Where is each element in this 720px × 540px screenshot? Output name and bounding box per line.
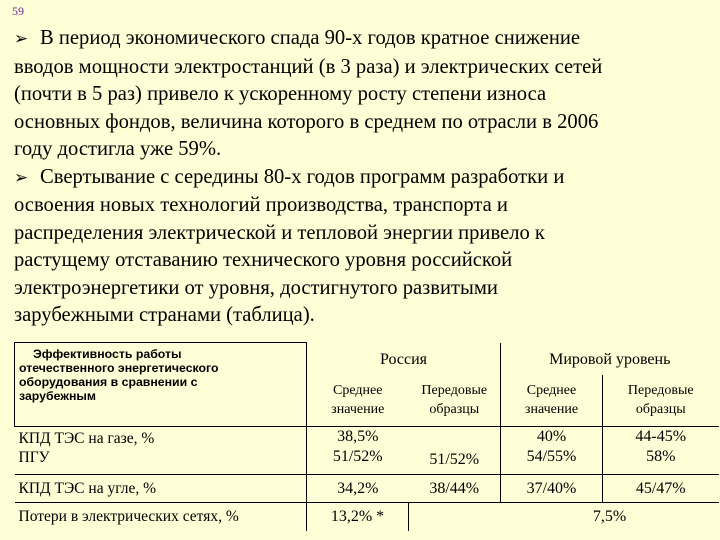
cell-world-avg-gas: 40% 54/55% — [501, 427, 603, 475]
text-line: электроэнергетики от уровня, достигнутого развитыми — [14, 276, 498, 299]
text-line: распределения электрической и тепловой энергии привело к — [14, 221, 545, 244]
comparison-table — [14, 342, 719, 531]
main-text — [14, 25, 714, 330]
cell-ru-avg-coal: 34,2% — [307, 475, 409, 503]
text-line: растущему отставанию технического уровня российской — [14, 249, 513, 271]
subheader-world-best: Передовые образцы — [603, 375, 719, 427]
group-header-world: Мировой уровень — [501, 343, 719, 375]
table-row — [15, 427, 719, 475]
page-number: 59 — [12, 4, 24, 18]
cell-ru-best-coal: 38/44% — [409, 475, 501, 503]
cell-world-losses: 7,5% — [501, 503, 719, 531]
paragraph-1 — [14, 25, 714, 164]
row-label-losses: Потери в электрических сетях, % — [15, 503, 307, 531]
text-line: (почти в 5 раз) привело к ускоренному росту степени износа — [14, 83, 547, 105]
subheader-world-average: Среднее значение — [501, 375, 603, 427]
arrow-bullet-icon: ➢ — [14, 29, 29, 49]
text-line: Свертывание с середины 80-х годов программ разработки и — [40, 165, 565, 188]
cell-world-best-gas: 44-45% 58% — [603, 427, 719, 475]
table-row — [15, 503, 719, 531]
table-corner-title: Эффективность работы отечественного энергетического оборудования в сравнении с зарубежным — [15, 343, 307, 427]
text-line: освоения новых технологий производства, транспорта и — [14, 194, 508, 216]
cell-world-best-coal: 45/47% — [603, 475, 719, 503]
arrow-bullet-icon: ➢ — [14, 167, 29, 188]
text-line: В период экономического спада 90-х годов кратное снижение — [40, 27, 581, 49]
table-row — [15, 475, 719, 503]
row-label-coal: КПД ТЭС на угле, % — [15, 475, 307, 503]
cell-ru-avg-losses: 13,2% * — [307, 503, 409, 531]
group-header-russia: Россия — [307, 343, 501, 375]
cell-world-avg-coal: 37/40% — [501, 475, 603, 503]
subheader-russia-average: Среднее значение — [307, 375, 409, 427]
subheader-russia-best: Передовые образцы — [421, 382, 488, 417]
text-line: зарубежными странами (таблица). — [14, 304, 315, 326]
text-line: вводов мощности электростанций (в 3 раза) и электрических сетей — [14, 55, 603, 78]
text-line: году достигла уже 59%. — [14, 138, 222, 160]
paragraph-2 — [14, 164, 714, 330]
text-line: основных фондов, величина которого в среднем по отрасли в 2006 — [14, 110, 599, 133]
cell-ru-best-losses — [409, 503, 501, 531]
row-label-gas: КПД ТЭС на газе, % ПГУ — [15, 427, 307, 475]
cell-ru-best-gas: 51/52% — [409, 427, 501, 475]
cell-ru-avg-gas: 38,5% 51/52% — [307, 427, 409, 475]
